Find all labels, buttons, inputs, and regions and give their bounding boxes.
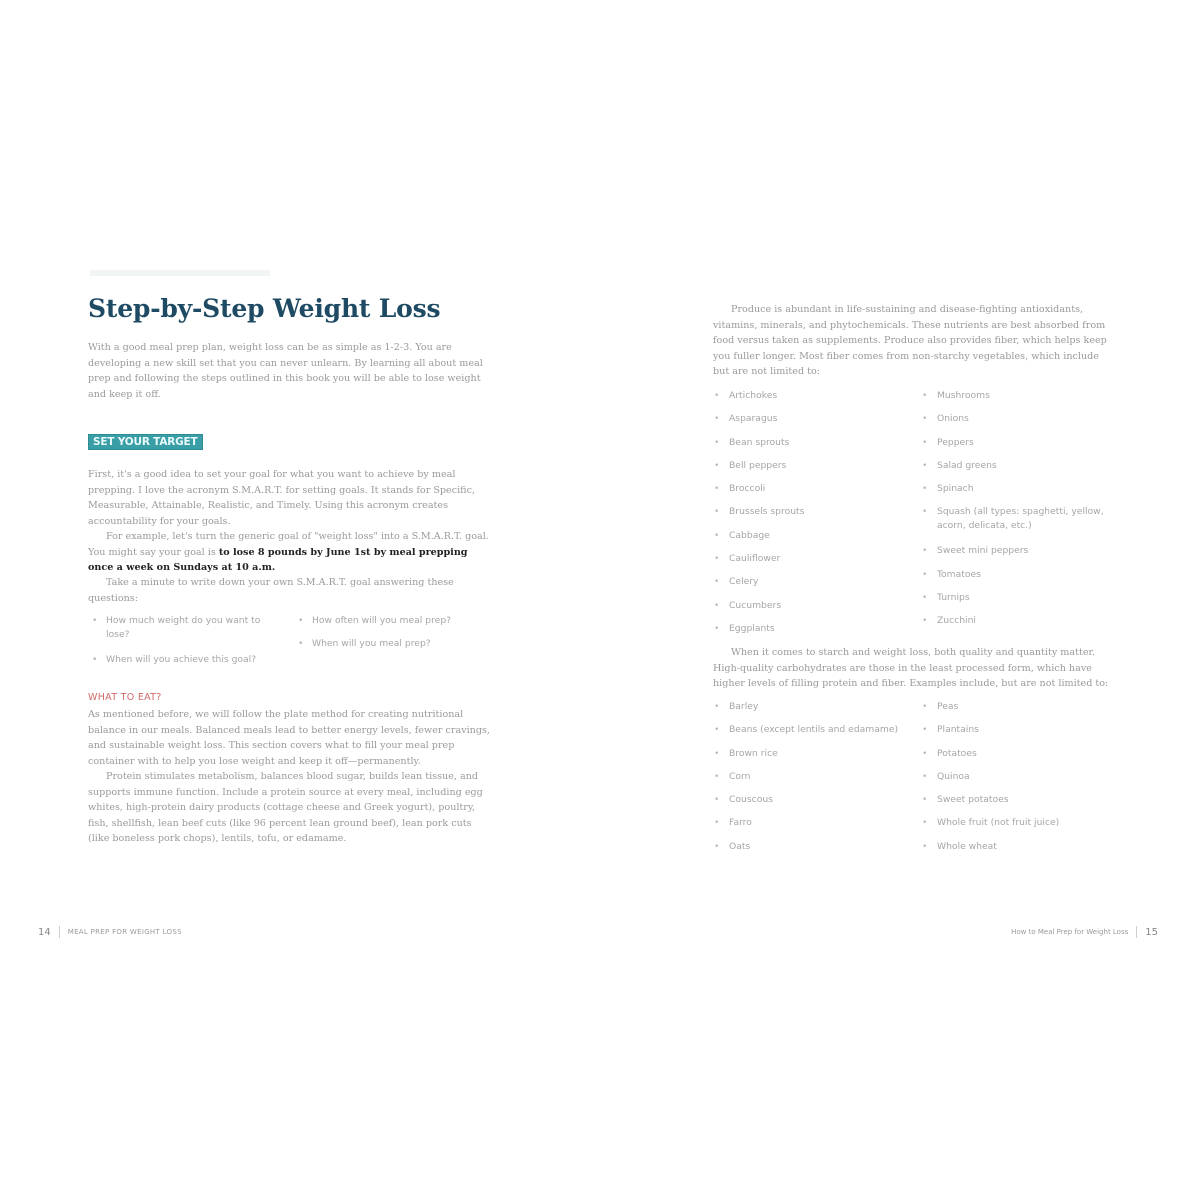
list-item: • Onions: [920, 412, 1120, 435]
plate-method-paragraph: As mentioned before, we will follow the plate method for creating nutritional balance in our meals. Balanced meals lead to better energy levels, fewer cravings, and sustainable weight loss. This section covers what to fill your meal prep container with to help you lose weight and keep it off—permanently.: [88, 709, 490, 767]
produce-text: Produce is abundant in life-sustaining and disease-fighting antioxidants, vitamins, minerals, and phytochemicals. These nutrients are best absorbed from food versus taken as supplements. Produce also provides fiber, which helps keep you fuller longer. Most fiber comes from non-starchy vegetables, which include but are not limited to:: [713, 304, 1107, 377]
list-item: • Barley: [712, 700, 912, 723]
page-title: Step-by-Step Weight Loss: [88, 294, 441, 323]
list-item: • When will you achieve this goal?: [90, 653, 280, 667]
list-item: • Cucumbers: [712, 599, 902, 622]
list-item: • Quinoa: [920, 770, 1120, 793]
list-item: • Cauliflower: [712, 552, 902, 575]
list-item: • Plantains: [920, 723, 1120, 746]
list-item: • Bean sprouts: [712, 436, 902, 459]
list-item: • Salad greens: [920, 459, 1120, 482]
list-item: • Couscous: [712, 793, 912, 816]
section-label-set-your-target: SET YOUR TARGET: [88, 434, 203, 450]
list-item: • When will you meal prep?: [296, 637, 486, 651]
page-number: 14: [38, 926, 51, 938]
list-item: • How much weight do you want to lose?: [90, 614, 280, 642]
list-item: • Eggplants: [712, 622, 902, 645]
list-item: • Corn: [712, 770, 912, 793]
protein-text: Protein stimulates metabolism, balances blood sugar, builds lean tissue, and supports immune function. Include a protein source at every meal, including egg whites, high-protein dairy products (cottage cheese and Greek yogurt), poultry, fish, shellfish, lean beef cuts (like 96 percent lean ground beef), lean pork cuts (like boneless pork chops), lentils, tofu, or edamame.: [88, 771, 483, 844]
list-item: • Celery: [712, 575, 902, 598]
list-item: • Bell peppers: [712, 459, 902, 482]
section-heading-what-to-eat: WHAT TO EAT?: [88, 692, 162, 703]
list-item: • Cabbage: [712, 529, 902, 552]
running-head: How to Meal Prep for Weight Loss: [1011, 928, 1129, 936]
list-item: • Sweet potatoes: [920, 793, 1120, 816]
prompt-paragraph: [88, 575, 493, 606]
page-number: 15: [1145, 926, 1158, 938]
example-paragraph: [88, 529, 493, 576]
intro-paragraph: With a good meal prep plan, weight loss can be as simple as 1-2-3. You are developing a new skill set that you can never unlearn. By learning all about meal prep and following the steps outlined in this book you will be able to lose weight and keep it off.: [88, 342, 483, 400]
questions-list-col2: [296, 614, 486, 660]
list-item: • Squash (all types: spaghetti, yellow, acorn, delicata, etc.): [920, 505, 1120, 544]
list-item: • Turnips: [920, 591, 1120, 614]
prompt-text: Take a minute to write down your own S.M.A.R.T. goal answering these questions:: [88, 577, 454, 604]
list-item: • Farro: [712, 816, 912, 839]
starch-paragraph: [713, 645, 1118, 692]
list-item: • Whole fruit (not fruit juice): [920, 816, 1120, 839]
list-item: • Potatoes: [920, 747, 1120, 770]
right-footer: [1011, 926, 1158, 938]
starches-list-col2: [920, 700, 1120, 863]
list-item: • Broccoli: [712, 482, 902, 505]
running-head: MEAL PREP FOR WEIGHT LOSS: [67, 928, 182, 936]
produce-paragraph: [713, 302, 1118, 380]
list-item: • Sweet mini peppers: [920, 544, 1120, 567]
footer-divider: [1136, 926, 1137, 938]
list-item: • Asparagus: [712, 412, 902, 435]
list-item: • Whole wheat: [920, 840, 1120, 863]
protein-paragraph: [88, 769, 493, 847]
list-item: • Spinach: [920, 482, 1120, 505]
left-footer: [38, 926, 182, 938]
questions-list-col1: [90, 614, 280, 678]
starch-text: When it comes to starch and weight loss, both quality and quantity matter. High-quality carbohydrates are those in the least processed form, which have higher levels of filling protein and fiber. Examples include, but are not limited to:: [713, 647, 1109, 689]
footer-divider: [59, 926, 60, 938]
list-item: • Brown rice: [712, 747, 912, 770]
list-item: • Mushrooms: [920, 389, 1120, 412]
example-text: For example, let's turn the generic goal of "weight loss" into a S.M.A.R.T. goal. You might say your goal is: [88, 531, 489, 558]
example-goal-bold: to lose 8 pounds by June 1st by meal prepping once a week on Sundays at 10 a.m.: [88, 546, 468, 573]
list-item: • Oats: [712, 840, 912, 863]
vegetables-list-col1: [712, 389, 902, 645]
list-item: • Zucchini: [920, 614, 1120, 637]
list-item: • Beans (except lentils and edamame): [712, 723, 912, 746]
list-item: • Peppers: [920, 436, 1120, 459]
list-item: • Brussels sprouts: [712, 505, 902, 528]
list-item: • Artichokes: [712, 389, 902, 412]
smart-paragraph: First, it's a good idea to set your goal for what you want to achieve by meal prepping. I love the acronym S.M.A.R.T. for setting goals. It stands for Specific, Measurable, Attainable, Realistic, and Timely. Using this acronym creates accountability for your goals.: [88, 469, 475, 527]
list-item: • Tomatoes: [920, 568, 1120, 591]
list-item: • Peas: [920, 700, 1120, 723]
vegetables-list-col2: [920, 389, 1120, 638]
starches-list-col1: [712, 700, 912, 863]
list-item: • How often will you meal prep?: [296, 614, 486, 628]
decorative-kicker-bar: [90, 270, 270, 276]
